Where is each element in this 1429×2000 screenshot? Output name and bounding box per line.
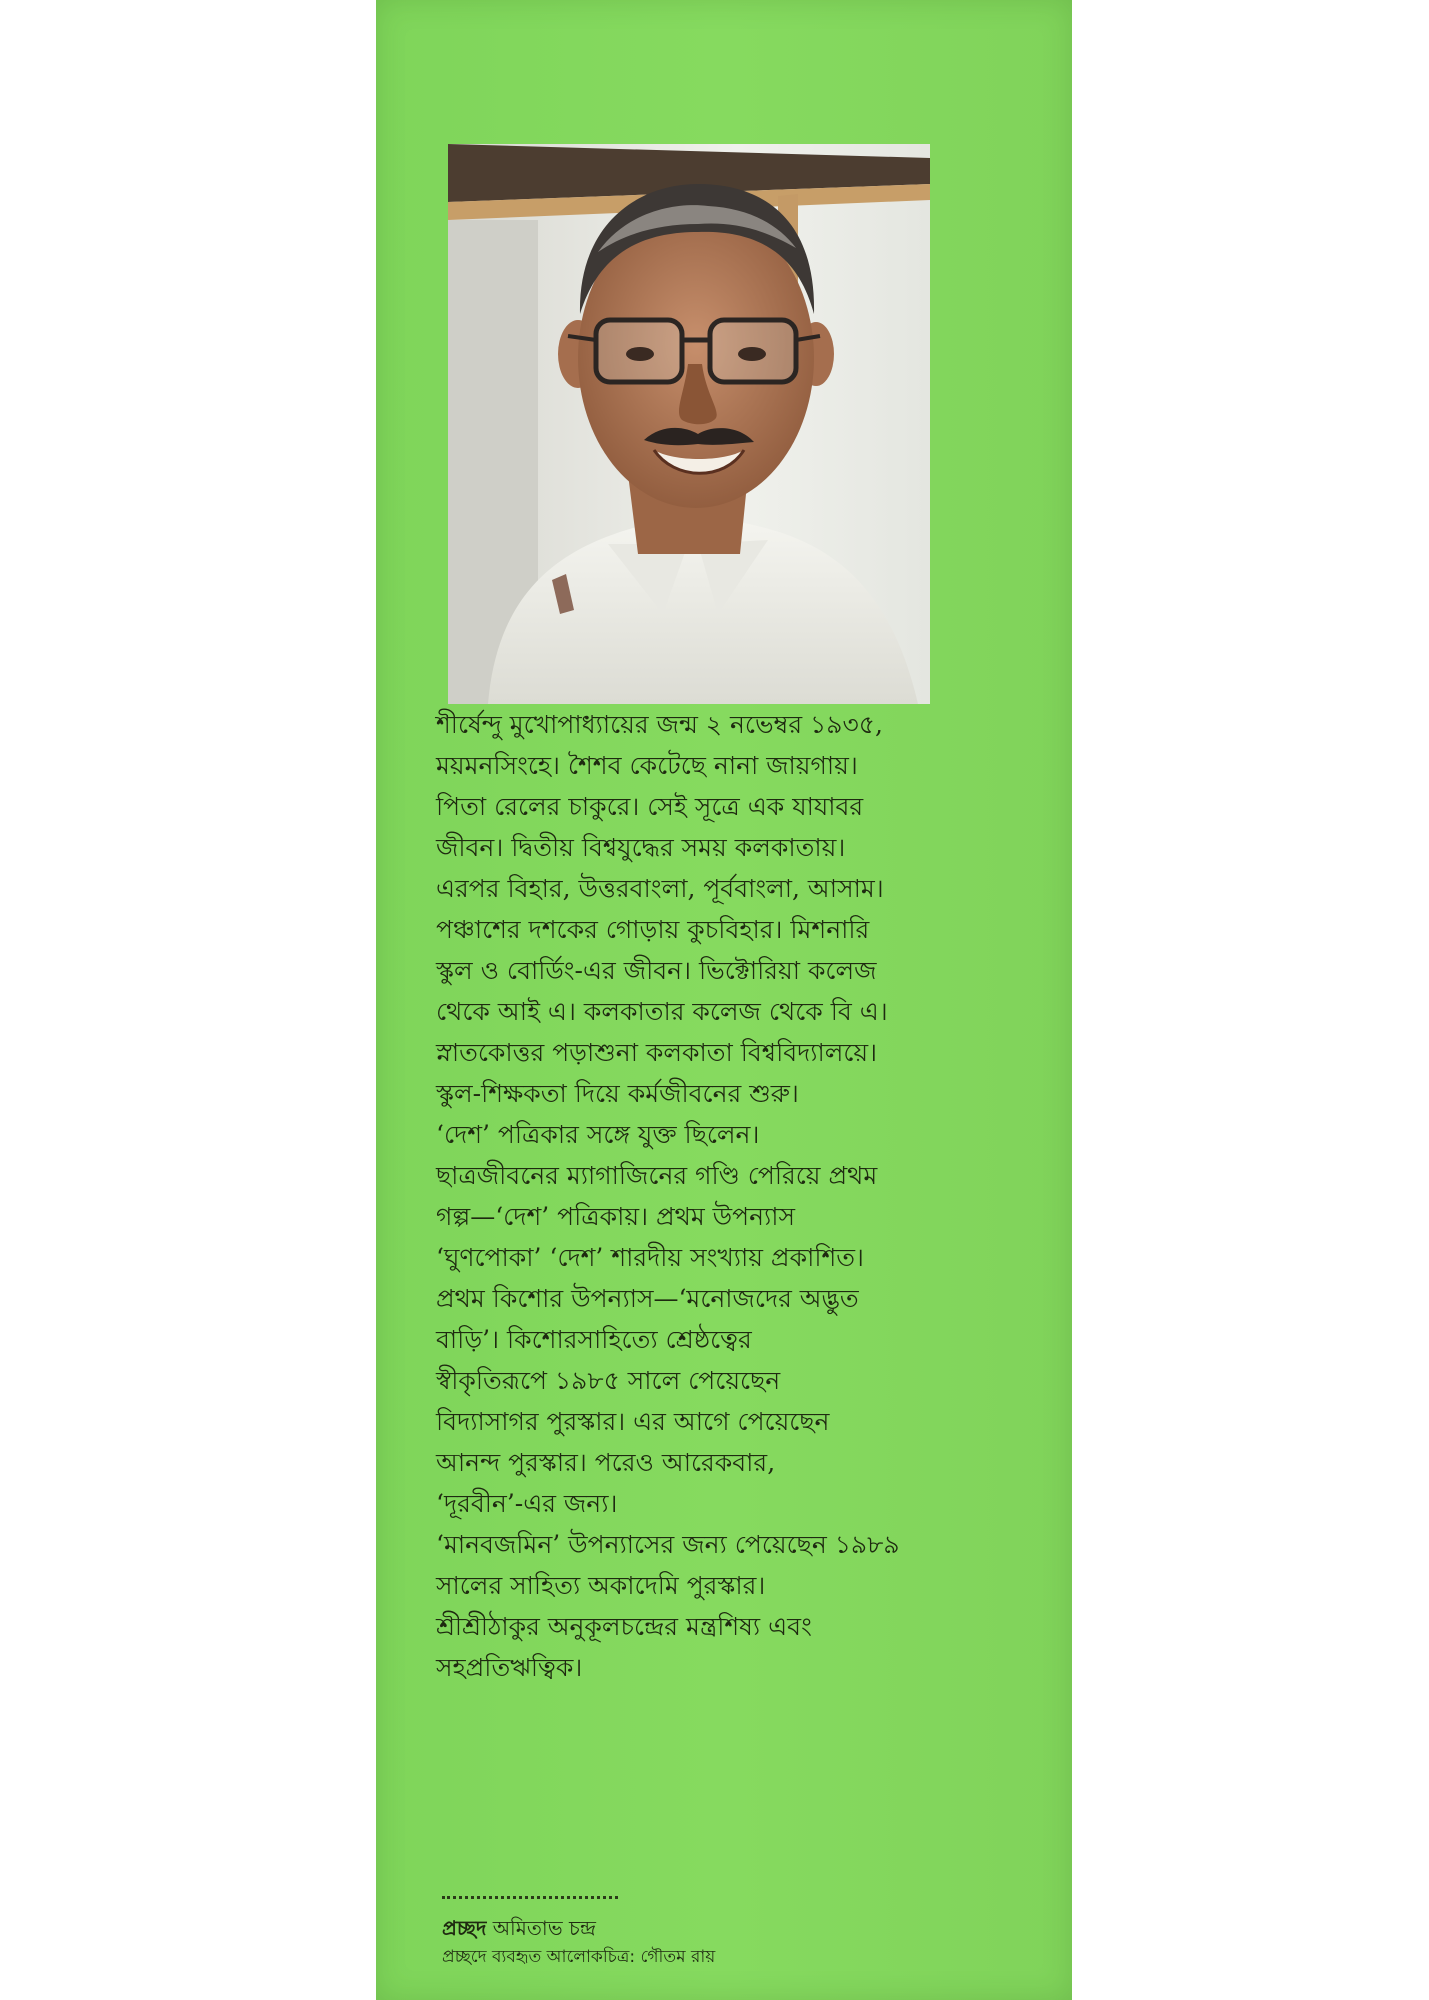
- bio-line: স্নাতকোত্তর পড়াশুনা কলকাতা বিশ্ববিদ্যালয়ে।: [436, 1038, 878, 1067]
- bio-line: স্কুল-শিক্ষকতা দিয়ে কর্মজীবনের শুরু।: [436, 1079, 799, 1108]
- bio-line: পিতা রেলের চাকুরে। সেই সূত্রে এক যাযাবর: [436, 792, 864, 821]
- cover-credits: [442, 1896, 1002, 1971]
- photo-credit: প্রচ্ছদে ব্যবহৃত আলোকচিত্র: গৌতম রায়: [442, 1947, 716, 1967]
- bio-line: শ্রীশ্রীঠাকুর অনুকূলচন্দ্রের মন্ত্রশিষ্য এবং: [436, 1612, 812, 1641]
- cover-design-label: প্রচ্ছদ: [442, 1916, 487, 1940]
- bio-line: আনন্দ পুরস্কার। পরেও আরেকবার,: [436, 1448, 776, 1477]
- bio-line: পঞ্চাশের দশকের গোড়ায় কুচবিহার। মিশনারি: [436, 915, 870, 944]
- bio-line: শীর্ষেন্দু মুখোপাধ্যায়ের জন্ম ২ নভেম্বর ১৯৩৫,: [436, 710, 883, 739]
- bio-line: বিদ্যাসাগর পুরস্কার। এর আগে পেয়েছেন: [436, 1407, 830, 1436]
- author-biography: [436, 704, 1016, 1688]
- author-portrait: [448, 144, 930, 704]
- bio-line: ছাত্রজীবনের ম্যাগাজিনের গণ্ডি পেরিয়ে প্রথম: [436, 1161, 878, 1190]
- bio-line: জীবন। দ্বিতীয় বিশ্বযুদ্ধের সময় কলকাতায়।: [436, 833, 846, 862]
- bio-line: ‘ঘুণপোকা’ ‘দেশ’ শারদীয় সংখ্যায় প্রকাশিত।: [436, 1243, 864, 1272]
- cover-design-artist: অমিতাভ চন্দ্র: [492, 1916, 596, 1940]
- bio-line: বাড়ি’। কিশোরসাহিত্যে শ্রেষ্ঠত্বের: [436, 1325, 752, 1354]
- bio-line: স্কুল ও বোর্ডিং-এর জীবন। ভিক্টোরিয়া কলেজ: [436, 956, 877, 985]
- author-portrait-icon: [448, 144, 930, 704]
- bio-line: গল্প—‘দেশ’ পত্রিকায়। প্রথম উপন্যাস: [436, 1202, 796, 1231]
- bio-line: প্রথম কিশোর উপন্যাস—‘মনোজদের অদ্ভুত: [436, 1284, 859, 1313]
- bio-line: সালের সাহিত্য অকাদেমি পুরস্কার।: [436, 1571, 766, 1600]
- dotted-divider: [442, 1896, 618, 1899]
- cover-design-credit: [442, 1913, 1002, 1943]
- bio-line: ‘দূরবীন’-এর জন্য।: [436, 1489, 618, 1518]
- bio-line: ময়মনসিংহে। শৈশব কেটেছে নানা জায়গায়।: [436, 751, 858, 780]
- bio-line: এরপর বিহার, উত্তরবাংলা, পূর্ববাংলা, আসাম।: [436, 874, 884, 903]
- bio-line: ‘দেশ’ পত্রিকার সঙ্গে যুক্ত ছিলেন।: [436, 1120, 760, 1149]
- bio-line: ‘মানবজমিন’ উপন্যাসের জন্য পেয়েছেন ১৯৮৯: [436, 1530, 900, 1559]
- bio-line: স্বীকৃতিরূপে ১৯৮৫ সালে পেয়েছেন: [436, 1366, 781, 1395]
- bio-line: সহপ্রতিঋত্বিক।: [436, 1653, 583, 1682]
- bio-line: থেকে আই এ। কলকাতার কলেজ থেকে বি এ।: [436, 997, 888, 1026]
